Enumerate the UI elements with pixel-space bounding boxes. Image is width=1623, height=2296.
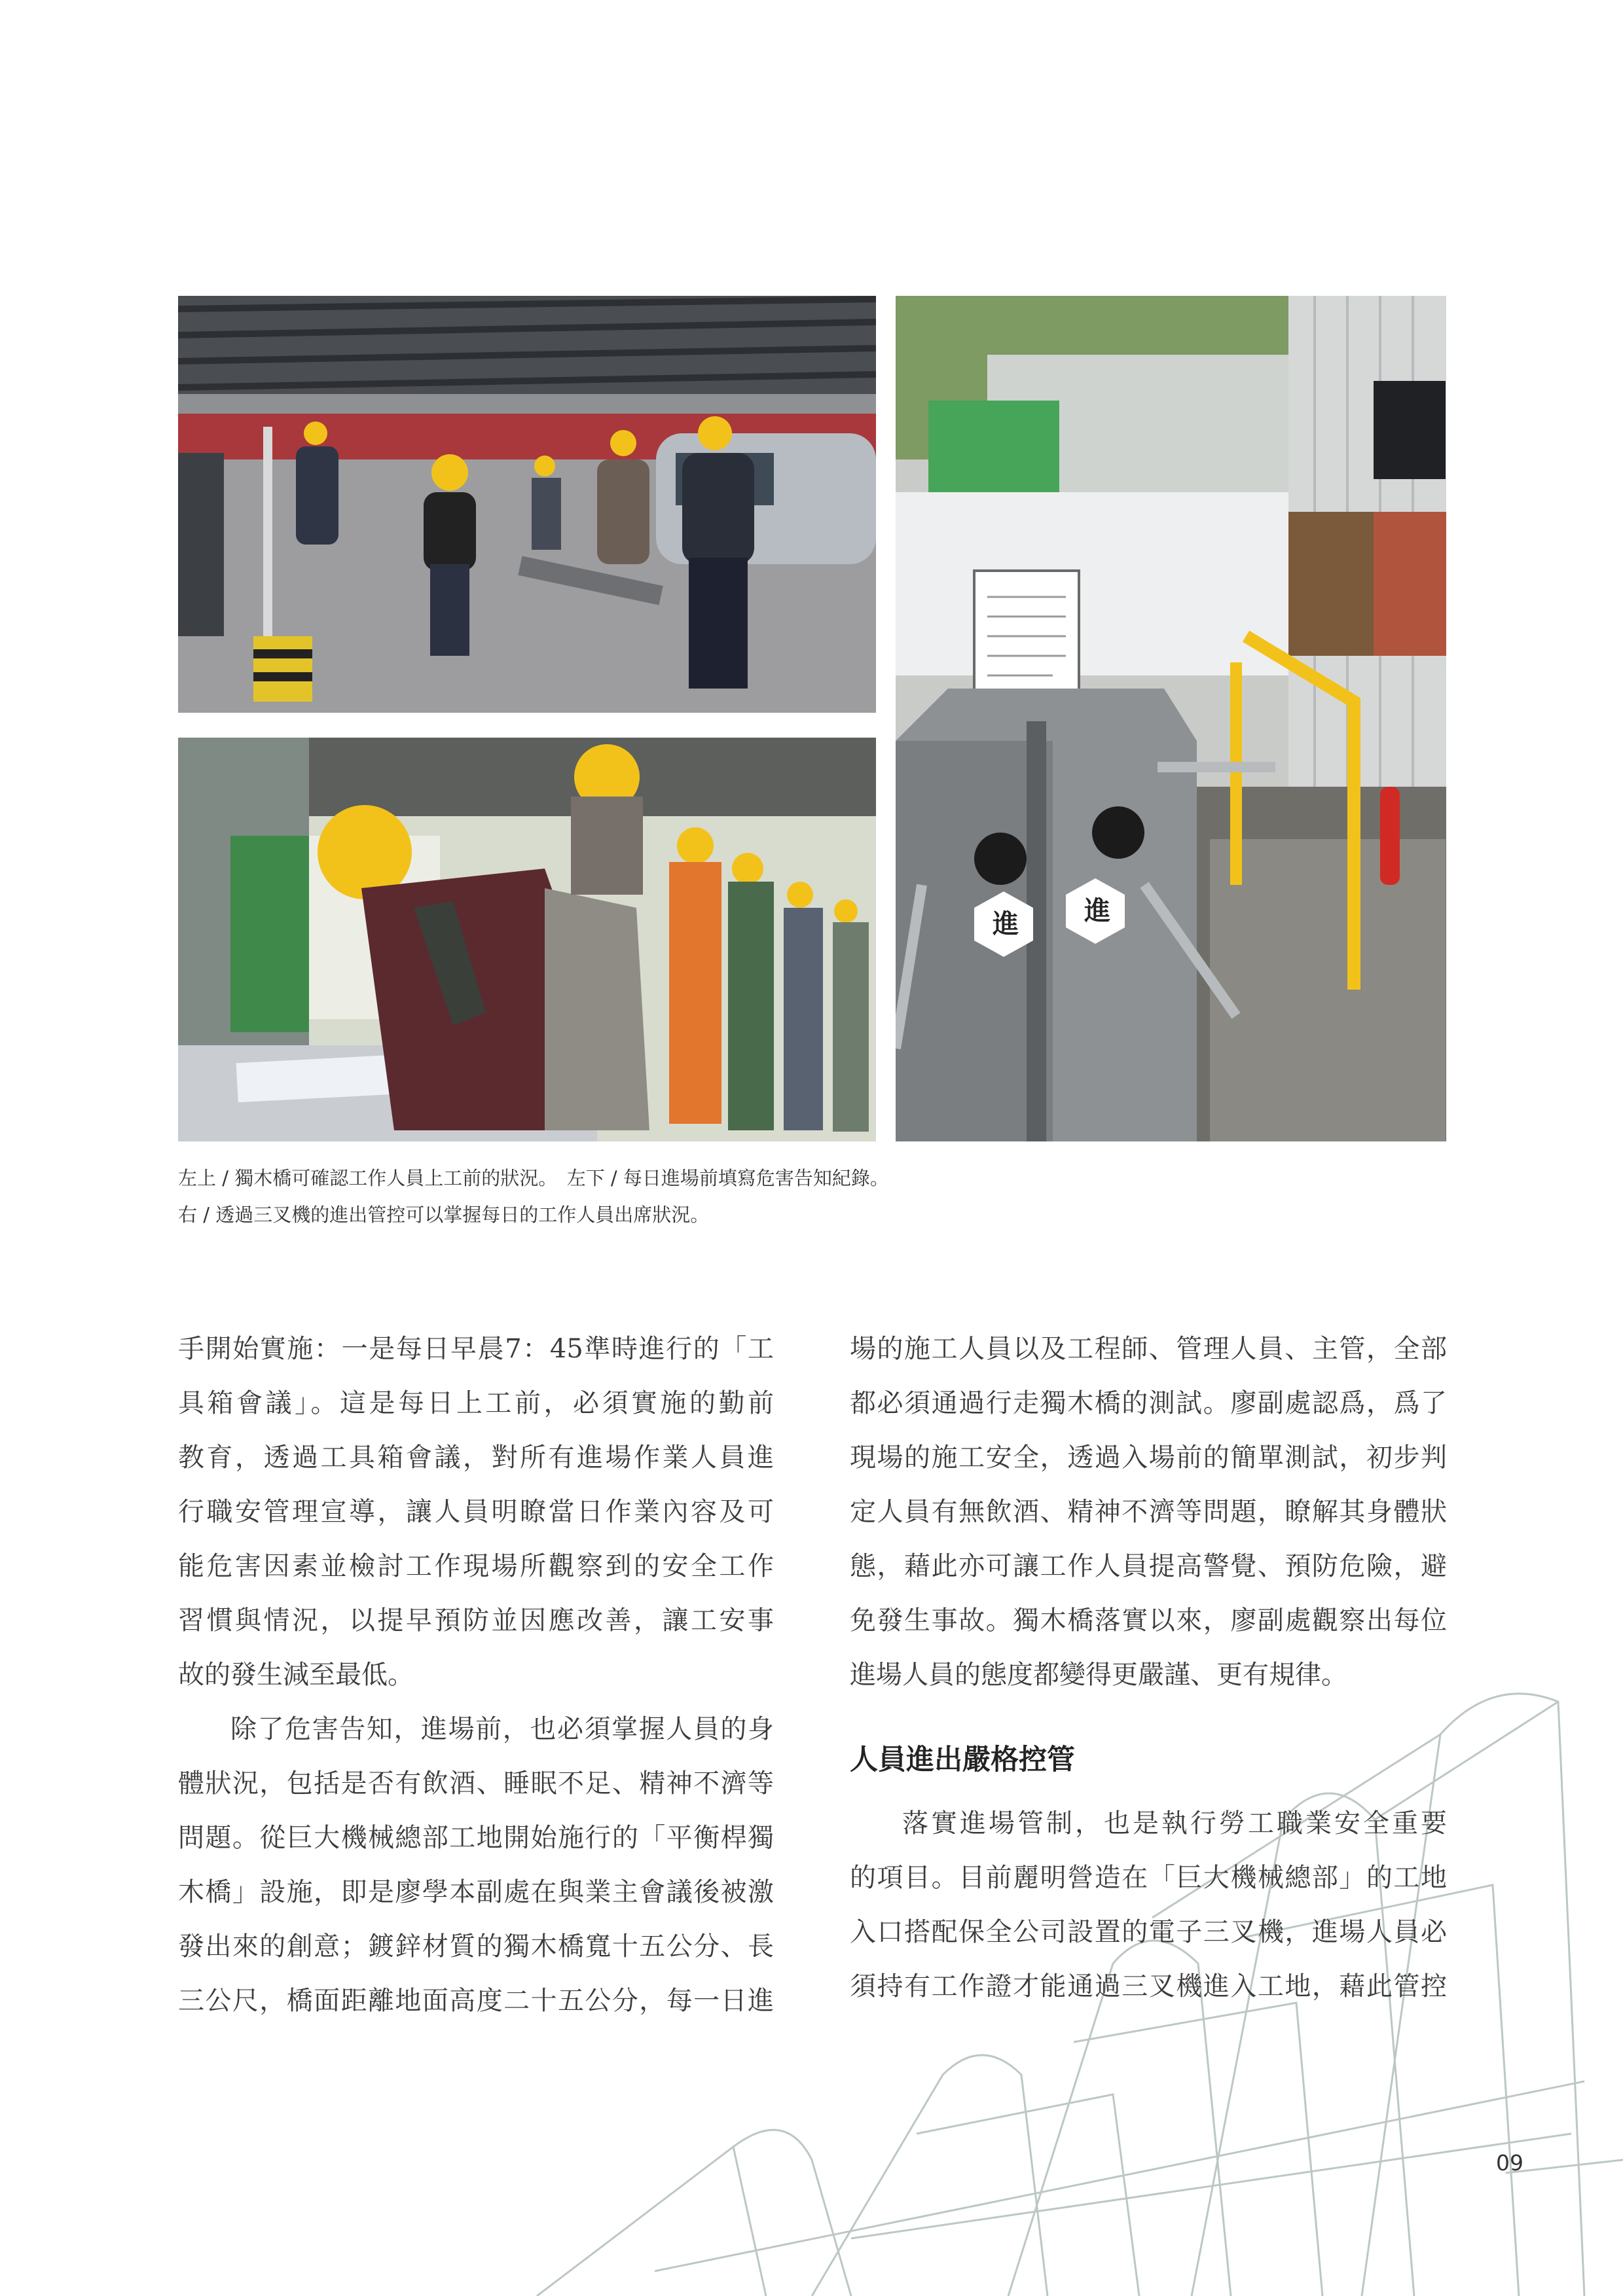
text-line: 入口搭配保全公司設置的電子三叉機，進場人員必 bbox=[850, 1917, 1447, 1947]
article-column-right bbox=[850, 1322, 1447, 2014]
photo-caption-line-2: 右 / 透過三叉機的進出管控可以掌握每日的工作人員出席狀況。 bbox=[178, 1204, 710, 1226]
text-line: 習慣與情況，以提早預防並因應改善，讓工安事 bbox=[178, 1605, 774, 1636]
photo-signing-hazard-record bbox=[178, 738, 876, 1141]
text-line: 都必須通過行走獨木橋的測試。廖副處認爲，爲了 bbox=[850, 1388, 1447, 1418]
text-line: 三公尺，橋面距離地面高度二十五公分，每一日進 bbox=[178, 1986, 774, 2016]
section-heading: 人員進出嚴格控管 bbox=[850, 1744, 1075, 1776]
gate-sign-right: 進 bbox=[1084, 896, 1110, 926]
text-line: 的項目。目前麗明營造在「巨大機械總部」的工地 bbox=[850, 1863, 1447, 1893]
page-number: 09 bbox=[1496, 2150, 1523, 2176]
text-line: 問題。從巨大機械總部工地開始施行的「平衡桿獨 bbox=[178, 1823, 774, 1853]
text-line: 教育，透過工具箱會議，對所有進場作業人員進 bbox=[178, 1443, 774, 1473]
text-line: 木橋」設施，即是廖學本副處在與業主會議後被激 bbox=[178, 1877, 774, 1907]
text-line: 發出來的創意；鍍鋅材質的獨木橋寬十五公分、長 bbox=[178, 1931, 774, 1962]
text-line: 須持有工作證才能通過三叉機進入工地，藉此管控 bbox=[850, 1971, 1447, 2001]
text-line: 手開始實施：一是每日早晨7：45準時進行的「工 bbox=[178, 1334, 774, 1364]
text-line: 具箱會議」。這是每日上工前，必須實施的勤前 bbox=[178, 1388, 774, 1418]
text-line: 進場人員的態度都變得更嚴謹、更有規律。 bbox=[850, 1660, 1347, 1690]
text-line: 定人員有無飲酒、精神不濟等問題，瞭解其身體狀 bbox=[850, 1497, 1447, 1527]
text-line: 免發生事故。獨木橋落實以來，廖副處觀察出每位 bbox=[850, 1605, 1447, 1636]
photo-turnstile-gate bbox=[896, 296, 1446, 1141]
text-line: 現場的施工安全，透過入場前的簡單測試，初步判 bbox=[850, 1443, 1447, 1473]
text-line: 能危害因素並檢討工作現場所觀察到的安全工作 bbox=[178, 1551, 774, 1581]
photo-balance-beam-workers bbox=[178, 296, 876, 713]
text-line: 體狀況，包括是否有飲酒、睡眠不足、精神不濟等 bbox=[178, 1768, 774, 1799]
article-column-left bbox=[178, 1322, 774, 2028]
text-line: 場的施工人員以及工程師、管理人員、主管，全部 bbox=[850, 1334, 1447, 1364]
text-line: 故的發生減至最低。 bbox=[178, 1660, 414, 1690]
text-line: 行職安管理宣導，讓人員明瞭當日作業內容及可 bbox=[178, 1497, 774, 1527]
gate-sign-left: 進 bbox=[993, 909, 1019, 939]
text-line: 落實進場管制，也是執行勞工職業安全重要 bbox=[902, 1808, 1447, 1839]
text-line: 態，藉此亦可讓工作人員提高警覺、預防危險，避 bbox=[850, 1551, 1447, 1581]
text-line: 除了危害告知，進場前，也必須掌握人員的身 bbox=[230, 1714, 774, 1744]
photo-caption-line-1: 左上 / 獨木橋可確認工作人員上工前的狀況。 左下 / 每日進場前填寫危害告知紀錄。 bbox=[178, 1167, 889, 1189]
